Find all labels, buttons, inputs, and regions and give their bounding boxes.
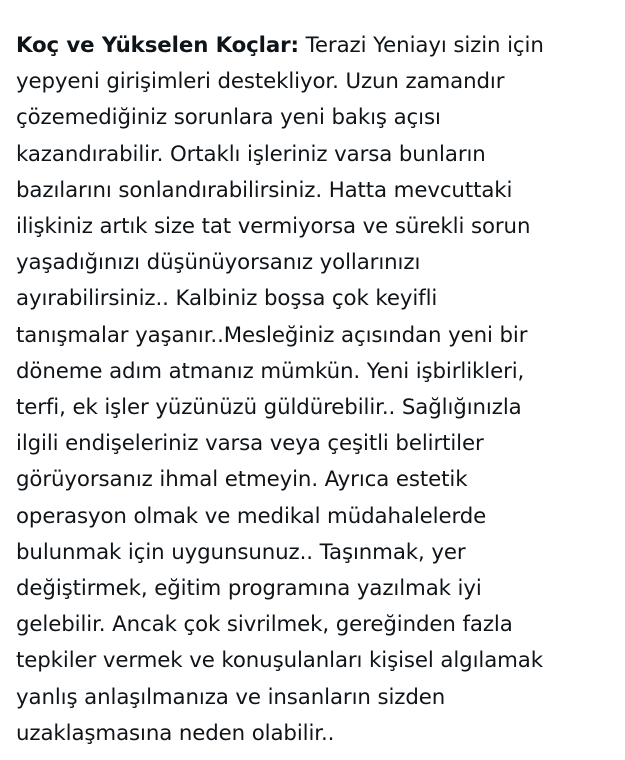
post-line: operasyon olmak ve medikal müdahalelerde	[16, 503, 487, 529]
post-line: yepyeni girişimleri destekliyor. Uzun zamandır	[16, 69, 505, 95]
post-line: ayırabilirsiniz.. Kalbiniz boşsa çok keyifli	[16, 286, 438, 312]
post-line-1	[16, 28, 607, 64]
post-line: değiştirmek, eğitim programına yazılmak iyi	[16, 576, 482, 602]
post-line-1-rest: Terazi Yeniayı sizin için	[298, 33, 544, 58]
post-line: yanlış anlaşılmanıza ve insanların sizden	[16, 684, 446, 710]
post-line: görüyorsanız ihmal etmeyin. Ayrıca estetik	[16, 467, 468, 493]
post-line: terfi, ek işler yüzünüzü güldürebilir.. Sağlığınızla	[16, 395, 522, 421]
post-lead-heading: Koç ve Yükselen Koçlar:	[16, 33, 299, 58]
post-line: ilişkiniz artık size tat vermiyorsa ve sürekli sorun	[16, 214, 531, 240]
post-line: ilgili endişeleriniz varsa veya çeşitli belirtiler	[16, 431, 484, 457]
post-line: uzaklaşmasına neden olabilir..	[16, 720, 335, 746]
post-line: çözemediğiniz sorunlara yeni bakış açısı	[16, 105, 441, 131]
post-line: gelebilir. Ancak çok sivrilmek, gereğinden fazla	[16, 612, 513, 638]
post-line: döneme adım atmanız mümkün. Yeni işbirlikleri,	[16, 358, 525, 384]
post-line: tanışmalar yaşanır..Mesleğiniz açısından yeni bir	[16, 322, 528, 348]
post-line: tepkiler vermek ve konuşulanları kişisel algılamak	[16, 648, 543, 674]
post-line: bazılarını sonlandırabilirsiniz. Hatta mevcuttaki	[16, 177, 513, 203]
post-line: bulunmak için uygunsunuz.. Taşınmak, yer	[16, 539, 466, 565]
post-text	[16, 28, 607, 752]
post-line: kazandırabilir. Ortaklı işleriniz varsa bunların	[16, 141, 486, 167]
post-line: yaşadığınızı düşünüyorsanız yollarınızı	[16, 250, 421, 276]
